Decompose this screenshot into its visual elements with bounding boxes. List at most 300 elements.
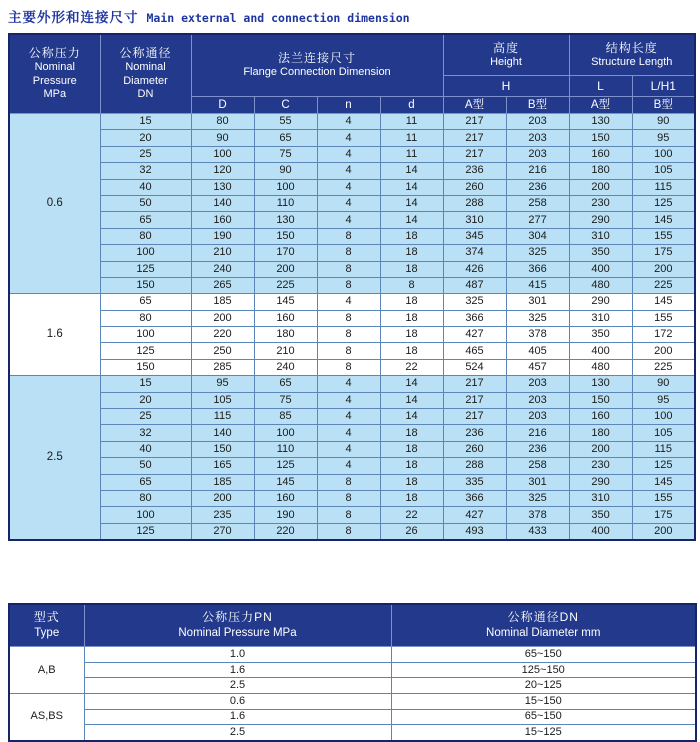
table-row (9, 392, 695, 408)
header-flange-zh: 法兰连接尺寸 (277, 51, 356, 66)
dimension-cell: 203 (506, 130, 569, 146)
dimension-cell: 366 (506, 261, 569, 277)
page-title (8, 6, 694, 26)
dimension-cell: 288 (443, 195, 506, 211)
header-structure-length-en: Structure Length (591, 55, 673, 68)
dimension-cell: 150 (100, 277, 191, 293)
dimension-cell: 210 (191, 245, 254, 261)
dimension-cell: 8 (380, 277, 443, 293)
dimension-cell: 155 (632, 310, 695, 326)
table-row (9, 343, 695, 359)
header-nominal-diameter-unit: DN (137, 88, 154, 101)
dimension-cell: 130 (569, 376, 632, 392)
dimension-cell: 200 (254, 261, 317, 277)
range-cell: 2.5 (84, 678, 391, 694)
dimension-cell: 310 (443, 212, 506, 228)
dimension-cell: 200 (632, 523, 695, 540)
dimension-cell: 325 (506, 245, 569, 261)
dimension-cell: 236 (506, 179, 569, 195)
dimension-cell: 125 (100, 523, 191, 540)
header-H: H (443, 76, 569, 97)
table-row (9, 359, 695, 375)
dimension-cell: 80 (100, 490, 191, 506)
dimension-cell: 100 (632, 146, 695, 162)
dimension-cell: 90 (632, 376, 695, 392)
dimension-cell: 240 (254, 359, 317, 375)
table-row (9, 425, 695, 441)
dimension-cell: 366 (443, 310, 506, 326)
table-row (9, 507, 695, 523)
dimension-cell: 200 (632, 261, 695, 277)
range-cell: 1.0 (84, 647, 391, 663)
dimension-cell: 25 (100, 409, 191, 425)
dimension-cell: 203 (506, 146, 569, 162)
dimension-cell: 217 (443, 114, 506, 130)
dimension-cell: 185 (191, 294, 254, 310)
header-height-zh: 高度 (493, 40, 520, 55)
dimension-cell: 75 (254, 146, 317, 162)
dimension-cell: 203 (506, 376, 569, 392)
header-flange-en: Flange Connection Dimension (243, 66, 391, 79)
pressure-group-cell: 2.5 (9, 376, 100, 540)
table-row (9, 327, 695, 343)
dimension-cell: 200 (191, 490, 254, 506)
dimension-cell: 100 (254, 425, 317, 441)
dimension-cell: 25 (100, 146, 191, 162)
dimension-cell: 301 (506, 474, 569, 490)
dimension-cell: 165 (191, 458, 254, 474)
dimension-cell: 65 (100, 294, 191, 310)
table-row (9, 474, 695, 490)
dimension-cell: 115 (632, 179, 695, 195)
table-row (9, 261, 695, 277)
dimension-cell: 80 (191, 114, 254, 130)
dimension-cell: 90 (191, 130, 254, 146)
dimension-cell: 374 (443, 245, 506, 261)
dimension-cell: 110 (254, 195, 317, 211)
dimension-cell: 465 (443, 343, 506, 359)
dimension-cell: 8 (317, 245, 380, 261)
dimension-cell: 14 (380, 163, 443, 179)
header-nominal-diameter (100, 34, 191, 114)
dimension-cell: 145 (632, 212, 695, 228)
dimension-cell: 310 (569, 228, 632, 244)
dimension-cell: 11 (380, 146, 443, 162)
dimension-cell: 160 (191, 212, 254, 228)
dimension-cell: 115 (191, 409, 254, 425)
dimension-cell: 145 (254, 474, 317, 490)
dimension-cell: 20 (100, 130, 191, 146)
dimension-cell: 258 (506, 458, 569, 474)
dimension-cell: 22 (380, 359, 443, 375)
header-nominal-diameter-en1: Nominal (125, 60, 166, 73)
dimension-cell: 65 (254, 130, 317, 146)
dimension-cell: 225 (632, 277, 695, 293)
dimension-cell: 4 (317, 212, 380, 228)
dimension-cell: 487 (443, 277, 506, 293)
dimension-cell: 310 (569, 310, 632, 326)
range-cell: 0.6 (84, 693, 391, 709)
dimension-cell: 200 (569, 179, 632, 195)
header-dn (391, 604, 696, 647)
range-cell: 125~150 (391, 662, 696, 678)
dimension-cell: 277 (506, 212, 569, 228)
dimension-cell: 350 (569, 327, 632, 343)
dimension-cell: 493 (443, 523, 506, 540)
dimension-cell: 125 (632, 458, 695, 474)
pressure-group-cell: 0.6 (9, 114, 100, 294)
dimension-cell: 18 (380, 327, 443, 343)
dimension-cell: 350 (569, 507, 632, 523)
table-row (9, 523, 695, 540)
header-height-en: Height (490, 55, 522, 68)
dimension-cell: 18 (380, 343, 443, 359)
header-length-type-b: B型 (632, 97, 695, 114)
dimension-cell: 145 (632, 294, 695, 310)
table-row (9, 458, 695, 474)
type-group-cell: AS,BS (9, 693, 84, 740)
dimension-cell: 15 (100, 376, 191, 392)
dimension-cell: 80 (100, 228, 191, 244)
dimension-cell: 14 (380, 376, 443, 392)
dimension-cell: 125 (100, 343, 191, 359)
dimension-cell: 175 (632, 245, 695, 261)
dimension-cell: 325 (506, 310, 569, 326)
dimension-cell: 155 (632, 228, 695, 244)
header-structure-length (569, 34, 695, 76)
dimension-cell: 325 (443, 294, 506, 310)
header-pn-en: Nominal Pressure MPa (178, 626, 297, 639)
dimension-table (8, 33, 696, 541)
dimension-cell: 217 (443, 392, 506, 408)
dimension-cell: 304 (506, 228, 569, 244)
header-n: n (317, 97, 380, 114)
dimension-cell: 32 (100, 425, 191, 441)
dimension-cell: 426 (443, 261, 506, 277)
dimension-cell: 230 (569, 195, 632, 211)
header-nominal-pressure-en1: Nominal (34, 60, 75, 73)
table-row (9, 277, 695, 293)
dimension-cell: 130 (569, 114, 632, 130)
dimension-cell: 480 (569, 359, 632, 375)
header-D: D (191, 97, 254, 114)
table-row (9, 647, 696, 663)
dimension-cell: 18 (380, 228, 443, 244)
dimension-cell: 11 (380, 130, 443, 146)
header-height-type-b: B型 (506, 97, 569, 114)
dimension-cell: 18 (380, 458, 443, 474)
dimension-cell: 8 (317, 277, 380, 293)
dimension-cell: 100 (632, 409, 695, 425)
dimension-cell: 150 (254, 228, 317, 244)
dimension-cell: 155 (632, 490, 695, 506)
dimension-cell: 265 (191, 277, 254, 293)
header-dn-zh: 公称通径DN (507, 610, 579, 625)
dimension-cell: 180 (569, 425, 632, 441)
dimension-cell: 240 (191, 261, 254, 277)
dimension-cell: 18 (380, 425, 443, 441)
dimension-cell: 301 (506, 294, 569, 310)
dimension-cell: 150 (569, 392, 632, 408)
dimension-cell: 310 (569, 490, 632, 506)
dimension-cell: 203 (506, 409, 569, 425)
dimension-cell: 400 (569, 523, 632, 540)
dimension-cell: 203 (506, 392, 569, 408)
dimension-cell: 335 (443, 474, 506, 490)
header-nominal-pressure (9, 34, 100, 114)
dimension-cell: 8 (317, 327, 380, 343)
header-pn-zh: 公称压力PN (202, 610, 273, 625)
table-row (9, 662, 696, 678)
dimension-cell: 115 (632, 441, 695, 457)
header-nominal-diameter-en2: Diameter (123, 74, 168, 87)
dimension-cell: 105 (632, 425, 695, 441)
dimension-cell: 18 (380, 490, 443, 506)
dimension-cell: 125 (254, 458, 317, 474)
dimension-cell: 225 (632, 359, 695, 375)
dimension-cell: 4 (317, 441, 380, 457)
dimension-cell: 100 (100, 245, 191, 261)
dimension-cell: 65 (254, 376, 317, 392)
dimension-cell: 50 (100, 458, 191, 474)
page-title-en: Main external and connection dimension (146, 11, 410, 25)
table-row (9, 490, 695, 506)
dimension-cell: 203 (506, 114, 569, 130)
dimension-cell: 524 (443, 359, 506, 375)
dimension-cell: 230 (569, 458, 632, 474)
table-row (9, 310, 695, 326)
dimension-cell: 18 (380, 474, 443, 490)
dimension-cell: 100 (100, 327, 191, 343)
header-length-type-a: A型 (569, 97, 632, 114)
table-row (9, 693, 696, 709)
table-row (9, 114, 695, 130)
type-table-section (8, 603, 694, 742)
dimension-cell: 415 (506, 277, 569, 293)
dimension-cell: 260 (443, 441, 506, 457)
dimension-cell: 85 (254, 409, 317, 425)
dimension-cell: 4 (317, 376, 380, 392)
dimension-cell: 18 (380, 310, 443, 326)
dimension-cell: 8 (317, 261, 380, 277)
dimension-cell: 50 (100, 195, 191, 211)
dimension-cell: 290 (569, 474, 632, 490)
dimension-cell: 18 (380, 294, 443, 310)
dimension-cell: 20 (100, 392, 191, 408)
header-L: L (569, 76, 632, 97)
dimension-cell: 236 (506, 441, 569, 457)
dimension-cell: 405 (506, 343, 569, 359)
dimension-cell: 345 (443, 228, 506, 244)
dimension-cell: 225 (254, 277, 317, 293)
dimension-cell: 210 (254, 343, 317, 359)
dimension-cell: 200 (569, 441, 632, 457)
dimension-cell: 130 (254, 212, 317, 228)
dimension-cell: 350 (569, 245, 632, 261)
range-cell: 2.5 (84, 725, 391, 741)
dimension-cell: 32 (100, 163, 191, 179)
dimension-cell: 433 (506, 523, 569, 540)
dimension-cell: 258 (506, 195, 569, 211)
header-height-type-a: A型 (443, 97, 506, 114)
dimension-cell: 400 (569, 261, 632, 277)
range-cell: 1.6 (84, 662, 391, 678)
dimension-cell: 125 (632, 195, 695, 211)
dimension-cell: 160 (254, 310, 317, 326)
dimension-cell: 285 (191, 359, 254, 375)
dimension-cell: 105 (191, 392, 254, 408)
table-row (9, 163, 695, 179)
table-row (9, 678, 696, 694)
dimension-cell: 11 (380, 114, 443, 130)
range-cell: 15~125 (391, 725, 696, 741)
dimension-cell: 378 (506, 327, 569, 343)
dimension-cell: 145 (632, 474, 695, 490)
dimension-cell: 4 (317, 392, 380, 408)
dimension-cell: 8 (317, 523, 380, 540)
header-nominal-pressure-unit: MPa (43, 88, 67, 101)
header-type (9, 604, 84, 647)
dimension-cell: 40 (100, 441, 191, 457)
dimension-cell: 65 (100, 212, 191, 228)
table-row (9, 195, 695, 211)
dimension-cell: 15 (100, 114, 191, 130)
table-row (9, 725, 696, 741)
dimension-cell: 95 (191, 376, 254, 392)
dimension-cell: 200 (632, 343, 695, 359)
dimension-cell: 366 (443, 490, 506, 506)
dimension-cell: 217 (443, 146, 506, 162)
dimension-cell: 457 (506, 359, 569, 375)
dimension-cell: 150 (569, 130, 632, 146)
header-L-H1: L/H1 (632, 76, 695, 97)
dimension-cell: 288 (443, 458, 506, 474)
header-structure-length-zh: 结构长度 (605, 40, 658, 55)
dimension-cell: 270 (191, 523, 254, 540)
dimension-cell: 325 (506, 490, 569, 506)
dimension-cell: 235 (191, 507, 254, 523)
dimension-cell: 125 (100, 261, 191, 277)
dimension-cell: 217 (443, 376, 506, 392)
table-row (9, 228, 695, 244)
dimension-cell: 4 (317, 163, 380, 179)
dimension-cell: 4 (317, 409, 380, 425)
dimension-cell: 160 (569, 146, 632, 162)
dimension-cell: 250 (191, 343, 254, 359)
dimension-cell: 160 (569, 409, 632, 425)
dimension-cell: 378 (506, 507, 569, 523)
dimension-cell: 90 (632, 114, 695, 130)
dimension-cell: 217 (443, 130, 506, 146)
dimension-cell: 14 (380, 195, 443, 211)
dimension-cell: 8 (317, 343, 380, 359)
dimension-cell: 217 (443, 409, 506, 425)
dimension-cell: 4 (317, 294, 380, 310)
table-row (9, 146, 695, 162)
dimension-cell: 95 (632, 392, 695, 408)
header-type-zh: 型式 (33, 610, 60, 625)
dimension-cell: 185 (191, 474, 254, 490)
type-table (8, 603, 697, 742)
dimension-cell: 100 (191, 146, 254, 162)
dimension-cell: 14 (380, 392, 443, 408)
header-C: C (254, 97, 317, 114)
dimension-cell: 18 (380, 441, 443, 457)
dimension-cell: 190 (254, 507, 317, 523)
dimension-cell: 55 (254, 114, 317, 130)
dimension-cell: 100 (254, 179, 317, 195)
dimension-cell: 175 (632, 507, 695, 523)
dimension-cell: 160 (254, 490, 317, 506)
dimension-cell: 4 (317, 146, 380, 162)
dimension-cell: 130 (191, 179, 254, 195)
header-nominal-diameter-zh: 公称通径 (119, 45, 172, 60)
dimension-cell: 18 (380, 261, 443, 277)
header-height (443, 34, 569, 76)
dimension-cell: 236 (443, 425, 506, 441)
pressure-group-cell: 1.6 (9, 294, 100, 376)
dimension-cell: 95 (632, 130, 695, 146)
type-group-cell: A,B (9, 647, 84, 694)
range-cell: 65~150 (391, 709, 696, 725)
dimension-cell: 290 (569, 212, 632, 228)
table-row (9, 179, 695, 195)
header-type-en: Type (34, 626, 60, 639)
range-cell: 20~125 (391, 678, 696, 694)
table-row (9, 212, 695, 228)
dimension-cell: 216 (506, 425, 569, 441)
dimension-cell: 14 (380, 212, 443, 228)
dimension-cell: 180 (569, 163, 632, 179)
dimension-cell: 290 (569, 294, 632, 310)
dimension-cell: 110 (254, 441, 317, 457)
dimension-cell: 216 (506, 163, 569, 179)
range-cell: 15~150 (391, 693, 696, 709)
dimension-cell: 65 (100, 474, 191, 490)
dimension-cell: 18 (380, 245, 443, 261)
table-row (9, 409, 695, 425)
table-row (9, 376, 695, 392)
dimension-cell: 427 (443, 327, 506, 343)
dimension-cell: 8 (317, 359, 380, 375)
dimension-cell: 40 (100, 179, 191, 195)
dimension-cell: 170 (254, 245, 317, 261)
dimension-cell: 8 (317, 310, 380, 326)
header-flange-connection (191, 34, 443, 97)
table-row (9, 130, 695, 146)
dimension-cell: 4 (317, 425, 380, 441)
dimension-cell: 150 (191, 441, 254, 457)
dimension-cell: 4 (317, 114, 380, 130)
dimension-cell: 80 (100, 310, 191, 326)
dimension-cell: 26 (380, 523, 443, 540)
dimension-cell: 90 (254, 163, 317, 179)
dimension-cell: 75 (254, 392, 317, 408)
dimension-cell: 236 (443, 163, 506, 179)
dimension-cell: 260 (443, 179, 506, 195)
page-title-zh: 主要外形和连接尺寸 (8, 10, 139, 25)
dimension-cell: 4 (317, 130, 380, 146)
header-pn (84, 604, 391, 647)
dimension-cell: 120 (191, 163, 254, 179)
dimension-cell: 480 (569, 277, 632, 293)
dimension-cell: 427 (443, 507, 506, 523)
dimension-cell: 172 (632, 327, 695, 343)
dimension-cell: 8 (317, 507, 380, 523)
dimension-cell: 4 (317, 195, 380, 211)
dimension-cell: 180 (254, 327, 317, 343)
table-row (9, 709, 696, 725)
